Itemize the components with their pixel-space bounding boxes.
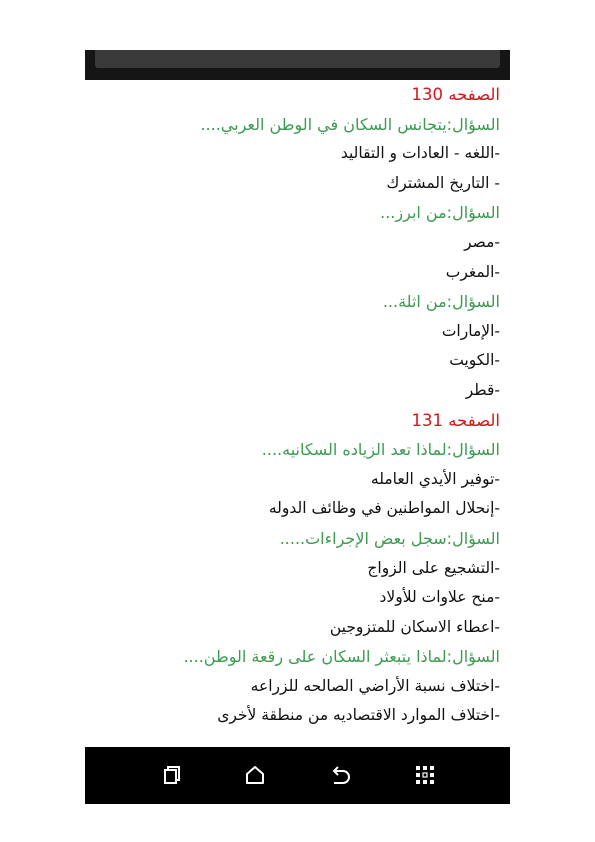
question-line: السؤال:من اثلة... [382,292,500,312]
answer-line: -اللغه - العادات و التقاليد [340,144,500,163]
question-line: السؤال:لماذا تعد الزياده السكانيه.... [261,440,500,460]
answer-line: -منح علاوات للأولاد [379,588,500,607]
home-button[interactable] [241,761,269,789]
apps-button[interactable] [411,761,439,789]
question-line: السؤال:سجل بعض الإجراءات..... [279,528,500,548]
answer-line: -الكويت [449,351,500,370]
page-heading: الصفحه 130 [411,85,500,104]
article-content[interactable] [85,80,510,747]
answer-line: -توفير الأيدي العامله [370,469,500,488]
phone-screen [85,50,510,804]
navigation-bar [85,747,510,804]
top-toolbar [85,50,510,80]
answer-line: - التاريخ المشترك [386,173,500,192]
apps-grid-icon [411,761,439,789]
answer-line: -اختلاف الموارد الاقتصاديه من منطقة لأخرى [217,706,500,725]
page-heading: الصفحه 131 [411,410,500,430]
question-line: السؤال:من ابرز... [380,203,500,223]
home-icon [241,761,269,789]
answer-line: -الإمارات [441,321,500,340]
recent-apps-button[interactable] [157,761,185,789]
answer-line: -مصر [464,232,500,251]
recent-apps-icon [157,761,185,789]
answer-line: -المغرب [445,262,500,281]
answer-line: -التشجيع على الزواج [367,558,500,577]
question-line: السؤال:لماذا يتبعثر السكان على رقعة الوطن.... [183,647,500,667]
question-line: السؤال:يتجانس السكان في الوطن العربي.... [200,114,500,134]
answer-line: -اعطاء الاسكان للمتزوجين [329,617,500,636]
back-icon [326,761,354,789]
back-button[interactable] [326,761,354,789]
answer-line: -اختلاف نسبة الأراضي الصالحه للزراعه [250,676,500,695]
answer-line: -قطر [465,380,500,399]
answer-line: -إنحلال المواطنين في وظائف الدوله [268,499,500,518]
toolbar-panel [95,50,500,68]
